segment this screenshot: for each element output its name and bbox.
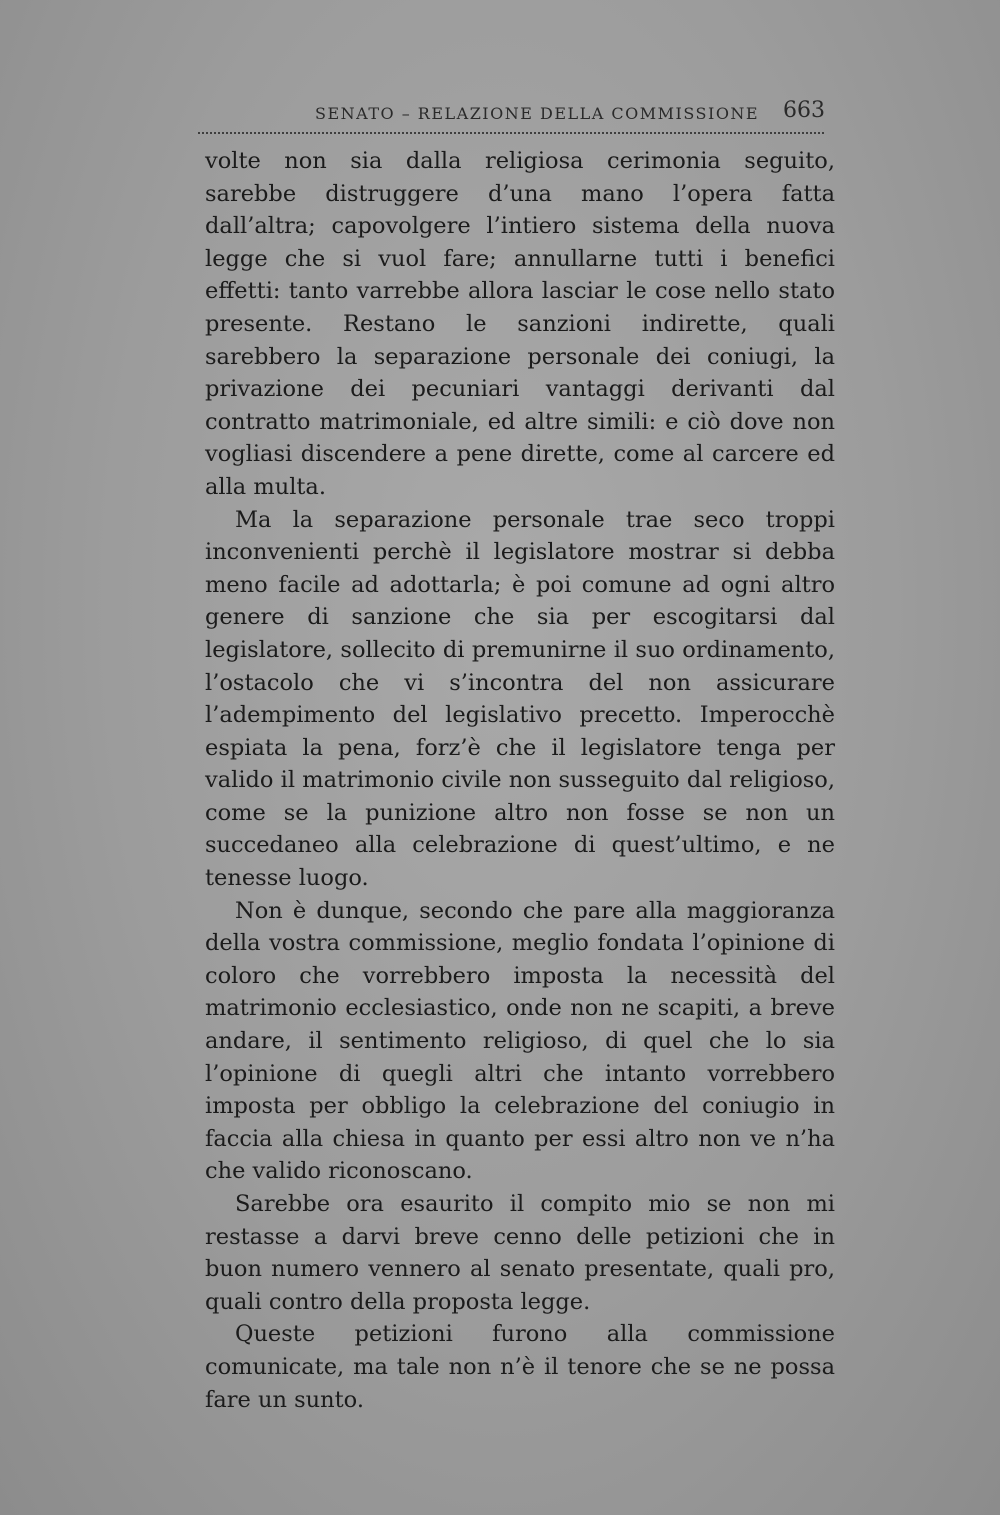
paragraph-1: volte non sia dalla religiosa cerimonia seguito, sarebbe distruggere d’una mano l’opera fatta dall’altra; capovolgere l’intiero sistema della nuova legge che si vuol fare; annullarne tutti i benefici effetti: tanto varrebbe allora lasciar le cose nello stato presente. Restano le sanzioni indirette, quali sarebbero la separazione personale dei coniugi, la privazione dei pecuniari vantaggi derivanti dal contratto matrimoniale, ed altre simili: e ciò dove non vogliasi discendere a pene dirette, come al carcere ed alla multa. xyxy=(205,148,835,500)
running-title: SENATO – RELAZIONE DELLA COMMISSIONE xyxy=(315,104,760,123)
paragraph-4: Sarebbe ora esaurito il compito mio se non mi restasse a darvi breve cenno delle petizioni che in buon numero vennero al senato presentate, quali pro, quali contro della proposta legge. xyxy=(205,1191,835,1315)
page-header xyxy=(200,98,825,128)
paragraph-5: Queste petizioni furono alla commissione comunicate, ma tale non n’è il tenore che se ne possa fare un sunto. xyxy=(205,1321,835,1413)
paragraph-3: Non è dunque, secondo che pare alla maggioranza della vostra commissione, meglio fondata l’opinione di coloro che vorrebbero imposta la necessità del matrimonio ecclesiastico, onde non ne scapiti, a breve andare, il sentimento religioso, di quel che lo sia l’opinione di quegli altri che intanto vorrebbero imposta per obbligo la celebrazione del coniugio in faccia alla chiesa in quanto per essi altro non ve n’ha che valido riconoscano. xyxy=(205,897,835,1185)
paragraph-2: Ma la separazione personale trae seco troppi inconvenienti perchè il legislatore mostrar si debba meno facile ad adottarla; è poi comune ad ogni altro genere di sanzione che sia per escogitarsi dal legislatore, sollecito di premunirne il suo ordinamento, l’ostacolo che vi s’incontra del non assicurare l’adempimento del legislativo precetto. Imperocchè espiata la pena, forz’è che il legislatore tenga per valido il matrimonio civile non susseguito dal religioso, come se la punizione altro non fosse se non un succedaneo alla celebrazione di quest’ultimo, e ne tenesse luogo. xyxy=(205,506,835,892)
page-number: 663 xyxy=(783,98,825,123)
header-rule xyxy=(198,132,824,134)
body-text xyxy=(205,145,835,1416)
